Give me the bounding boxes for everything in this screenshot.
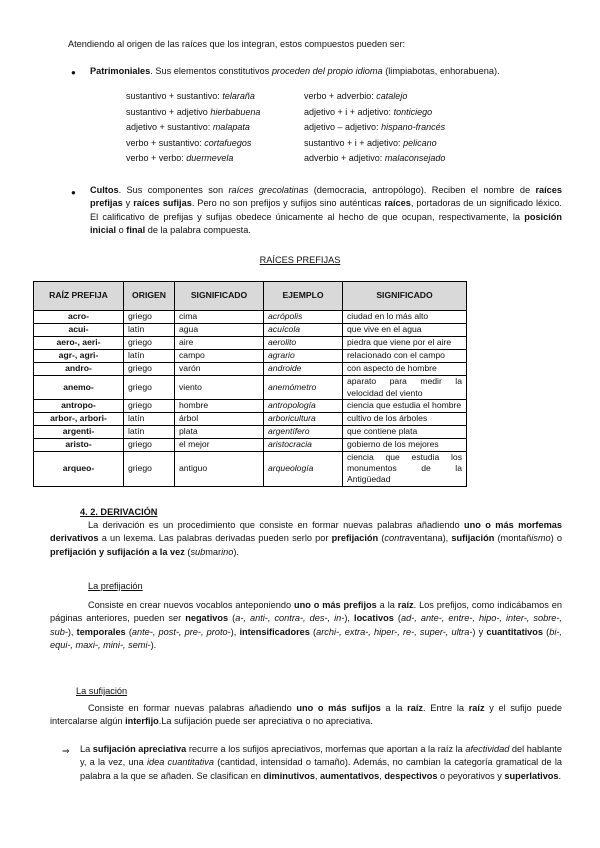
derivacion-heading: 4. 2. DERIVACIÓN — [80, 507, 158, 517]
table-cell: griego — [124, 376, 175, 400]
table-cell: aristocracia — [264, 439, 343, 452]
cultos-paragraph: Cultos. Sus componentes son raíces grecolatinas (democracia, antropólogo). Reciben el nombre de raíces prefijas y raíces sufijas. Pero no son prefijos y sufijos sino auténticas raíces, portadoras de un significado léxico. El calificativo de prefijas y sufijas obedece únicamente al hecho de que ocupan, respectivamente, la posición inicial o final de la palabra compuesta. — [90, 185, 563, 236]
apreciativa-paragraph: La sufijación apreciativa recurre a los sufijos apreciativos, morfemas que aportan a la raíz la afectividad del hablante y, a la vez, una idea cuantitativa (cantidad, intensidad o tamaño). Además, no cambian la categoría gramatical de la palabra a la que se añaden. Se clasifican en diminutivos, aumentativos, despectivos o peyorativos y superlativos. — [80, 744, 563, 781]
table-cell: viento — [175, 376, 264, 400]
table-header-cell: EJEMPLO — [264, 282, 343, 311]
prefix-roots-table — [33, 281, 467, 487]
combo-line — [126, 136, 260, 152]
combo-example: pelicano — [403, 137, 437, 148]
table-cell: agrario — [264, 350, 343, 363]
combo-example: catalejo — [376, 91, 408, 101]
bullet-icon: ● — [71, 68, 76, 77]
prefijacion-paragraph: Consiste en crear nuevos vocablos anteponiendo uno o más prefijos a la raíz. Los prefijos, como indicábamos en páginas anteriores, pueden ser negativos (a-, anti-, contra-, des-, in-), locativos (ad-, ante-, entre-, hipo-, inter-, sobre-, sub-), temporales (ante-, post-, pre-, proto-), intensificadores (archi-, extra-, hiper-, re-, super-, ultra-) y cuantitativos (bi-, equi-, maxi-, mini-, semi-). — [50, 600, 562, 651]
table-cell: antiguo — [175, 452, 264, 487]
combos-right — [304, 89, 445, 167]
table-cell: antropo- — [34, 400, 124, 413]
table-cell: árbol — [175, 413, 264, 426]
table-cell: acrópolis — [264, 311, 343, 324]
combo-rule: sustantivo + sustantivo: — [126, 91, 223, 101]
table-cell: hombre — [175, 400, 264, 413]
combo-line — [126, 151, 260, 167]
table-row — [34, 426, 467, 439]
table-header-cell: RAÍZ PREFIJA — [34, 282, 124, 311]
combo-rule: verbo + adverbio: — [304, 91, 377, 101]
combo-line — [304, 89, 445, 105]
table-cell: arbor-, arbori- — [34, 413, 124, 426]
table-cell: latín — [124, 413, 175, 426]
table-cell: que vive en el agua — [343, 324, 467, 337]
sufijacion-paragraph: Consiste en formar nuevas palabras añadiendo uno o más sufijos a la raíz. Entre la raíz y el sufijo puede intercalarse algún interfijo.La sufijación puede ser apreciativa o no apreciativa. — [50, 703, 562, 727]
table-cell: latín — [124, 324, 175, 337]
table-cell: anemómetro — [264, 376, 343, 400]
table-cell: aparato para medir la velocidad del viento — [343, 376, 467, 400]
table-cell: ciencia que estudia los monumentos de la Antigüedad — [343, 452, 467, 487]
table-cell: arboricultura — [264, 413, 343, 426]
table-cell: androide — [264, 363, 343, 376]
table-cell: andro- — [34, 363, 124, 376]
combo-rule: adverbio + adjetivo: — [304, 153, 385, 163]
combo-line — [304, 105, 445, 121]
table-header-row — [34, 282, 467, 311]
table-cell: anemo- — [34, 376, 124, 400]
combo-example: hispano-francés — [381, 122, 446, 132]
combo-example: malaconsejado — [384, 153, 446, 163]
combo-line — [126, 120, 260, 136]
table-cell: cima — [175, 311, 264, 324]
combo-example: malapata — [212, 122, 250, 132]
combo-line — [126, 89, 260, 105]
arrow-icon: ⇒ — [62, 746, 70, 756]
table-cell: griego — [124, 363, 175, 376]
table-row — [34, 337, 467, 350]
table-cell: que contiene plata — [343, 426, 467, 439]
combo-line — [304, 151, 445, 167]
derivacion-paragraph: La derivación es un procedimiento que consiste en formar nuevas palabras añadiendo uno o más morfemas derivativos a un lexema. Las palabras derivadas pueden serlo por prefijación (contraventana), sufijación (montañismo) o prefijación y sufijación a la vez (submarino). — [50, 520, 562, 557]
table-cell: aire — [175, 337, 264, 350]
table-cell: con aspecto de hombre — [343, 363, 467, 376]
combo-line — [126, 105, 260, 121]
table-cell: aero-, aeri- — [34, 337, 124, 350]
table-cell: ciencia que estudia el hombre — [343, 400, 467, 413]
table-cell: argentífero — [264, 426, 343, 439]
table-row — [34, 350, 467, 363]
combos-left — [126, 89, 260, 167]
sufijacion-heading: La sufijación — [76, 686, 128, 696]
table-row — [34, 363, 467, 376]
table-cell: piedra que viene por el aire — [343, 337, 467, 350]
table-row — [34, 413, 467, 426]
combo-line — [304, 120, 445, 136]
table-cell: acuícola — [264, 324, 343, 337]
combo-rule: adjetivo + i + adjetivo: — [304, 106, 394, 117]
table-cell: el mejor — [175, 439, 264, 452]
table-cell: arqueología — [264, 452, 343, 487]
table-row — [34, 452, 467, 487]
table-cell: relacionado con el campo — [343, 350, 467, 363]
table-cell: griego — [124, 400, 175, 413]
table-cell: varón — [175, 363, 264, 376]
table-cell: gobierno de los mejores — [343, 439, 467, 452]
table-header-cell: SIGNIFICADO — [343, 282, 467, 311]
table-header-cell: ORIGEN — [124, 282, 175, 311]
table-cell: ciudad en lo más alto — [343, 311, 467, 324]
combo-example: tonticiego — [393, 106, 433, 117]
combo-example: hierbabuena — [210, 106, 261, 117]
table-header-cell: SIGNIFICADO — [175, 282, 264, 311]
table-row — [34, 400, 467, 413]
combo-rule: verbo + verbo: — [126, 153, 187, 163]
combo-rule: adjetivo + sustantivo: — [126, 122, 213, 132]
table-row — [34, 376, 467, 400]
intro-text: Atendiendo al origen de las raíces que los integran, estos compuestos pueden ser: — [68, 39, 406, 49]
combo-rule: sustantivo + i + adjetivo: — [304, 137, 404, 148]
patrimoniales-paragraph: Patrimoniales. Sus elementos constitutivos proceden del propio idioma (limpiabotas, enhorabuena). — [90, 66, 500, 76]
table-cell: arqueo- — [34, 452, 124, 487]
table-cell: aerolito — [264, 337, 343, 350]
table-body — [34, 311, 467, 487]
table-cell: latín — [124, 350, 175, 363]
table-cell: antropología — [264, 400, 343, 413]
table-cell: cultivo de los árboles — [343, 413, 467, 426]
table-cell: griego — [124, 337, 175, 350]
table-cell: griego — [124, 439, 175, 452]
table-row — [34, 324, 467, 337]
table-cell: acui- — [34, 324, 124, 337]
table-row — [34, 311, 467, 324]
combo-example: telaraña — [222, 91, 255, 101]
combo-rule: sustantivo + adjetivo — [126, 106, 211, 117]
table-cell: aristo- — [34, 439, 124, 452]
table-row — [34, 439, 467, 452]
combo-example: cortafuegos — [204, 137, 252, 148]
table-caption: RAÍCES PREFIJAS — [259, 255, 341, 265]
table-cell: latín — [124, 426, 175, 439]
combo-example: duermevela — [186, 153, 234, 163]
table-cell: campo — [175, 350, 264, 363]
combo-rule: verbo + sustantivo: — [126, 137, 205, 148]
combo-rule: adjetivo – adjetivo: — [304, 122, 382, 132]
bullet-icon: ● — [71, 188, 76, 197]
table-cell: griego — [124, 452, 175, 487]
table-cell: griego — [124, 311, 175, 324]
combo-line — [304, 136, 445, 152]
table-cell: acro- — [34, 311, 124, 324]
table-cell: agr-, agri- — [34, 350, 124, 363]
table-cell: argenti- — [34, 426, 124, 439]
table-cell: plata — [175, 426, 264, 439]
table-cell: agua — [175, 324, 264, 337]
prefijacion-heading: La prefijación — [88, 581, 143, 591]
